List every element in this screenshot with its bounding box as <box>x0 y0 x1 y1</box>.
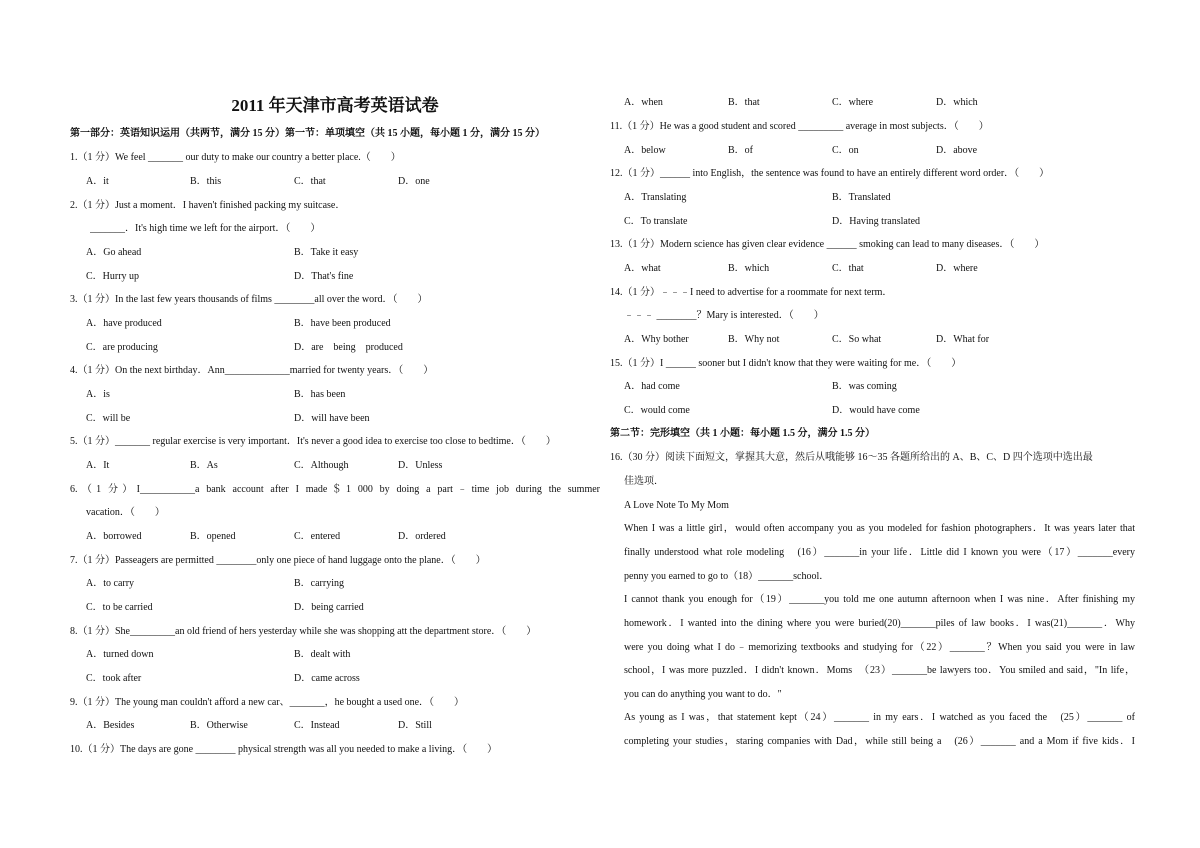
q2-option-c[interactable]: C．Hurry up <box>86 271 140 282</box>
q15-option-c[interactable]: C．would come <box>624 405 690 416</box>
q14-option-c[interactable]: C．So what <box>832 334 882 345</box>
passage-line: finally understood what role modeling (16）_______in your life．Little did I known you were（17）_______every <box>624 547 1135 558</box>
q3-option-c[interactable]: C．are producing <box>86 342 158 353</box>
question-12-options-row1 <box>624 191 1040 205</box>
question-12-options-row2 <box>624 215 1040 229</box>
question-1-stem: 1.（1 分）We feel _______ our duty to make our country a better place.（ ） <box>70 152 401 163</box>
question-10-stem: 10.（1 分）The days are gone ________ physical strength was all you needed to make a living．（ ） <box>70 744 498 755</box>
q1-option-d[interactable]: D．one <box>398 176 430 187</box>
question-9-stem: 9.（1 分）The young man couldn't afford a new car、_______，he bought a used one．（ ） <box>70 697 465 708</box>
q12-option-c[interactable]: C．To translate <box>624 216 688 227</box>
q11-option-d[interactable]: D．above <box>936 145 978 156</box>
q11-option-b[interactable]: B．of <box>728 145 753 156</box>
question-9-options <box>86 719 502 733</box>
q6-option-a[interactable]: A．borrowed <box>86 531 142 542</box>
q4-option-a[interactable]: A．is <box>86 389 110 400</box>
question-5-options <box>86 459 502 473</box>
q13-option-d[interactable]: D．where <box>936 263 978 274</box>
question-4-options-row2 <box>86 412 502 426</box>
q9-option-c[interactable]: C．Instead <box>294 720 340 731</box>
question-15-stem: 15.（1 分）I ______ sooner but I didn't know that they were waiting for me．（ ） <box>610 358 962 369</box>
question-6-stem-line2: vacation．（ ） <box>86 507 165 518</box>
q14-option-d[interactable]: D．What for <box>936 334 990 345</box>
q13-option-c[interactable]: C．that <box>832 263 864 274</box>
q7-option-d[interactable]: D．being carried <box>294 602 364 613</box>
question-1-options <box>86 175 502 189</box>
q6-option-d[interactable]: D．ordered <box>398 531 446 542</box>
question-3-options-row1 <box>86 317 502 331</box>
q12-option-a[interactable]: A．Translating <box>624 192 687 203</box>
q4-option-c[interactable]: C．will be <box>86 413 131 424</box>
question-14-stem: 14.（1 分）﹣﹣﹣I need to advertise for a roommate for next term． <box>610 287 893 298</box>
question-2-options-row1 <box>86 246 502 260</box>
question-3-stem: 3.（1 分）In the last few years thousands of films ________all over the word．（ ） <box>70 294 428 305</box>
q1-option-b[interactable]: B．this <box>190 176 222 187</box>
passage-line: were you doing what I do﹣memorizing textbooks and studying for（22）_______？When you said you were in law <box>624 642 1135 653</box>
question-11-stem: 11.（1 分）He was a good student and scored _________ average in most subjects．（ ） <box>610 121 989 132</box>
q8-option-c[interactable]: C．took after <box>86 673 142 684</box>
question-8-options-row1 <box>86 648 502 662</box>
question-4-stem: 4.（1 分）On the next birthday．Ann_____________married for twenty years．（ ） <box>70 365 434 376</box>
q4-option-d[interactable]: D．will have been <box>294 413 370 424</box>
question-13-options <box>624 262 1040 276</box>
q6-option-c[interactable]: C．entered <box>294 531 341 542</box>
q5-option-b[interactable]: B．As <box>190 460 218 471</box>
q7-option-a[interactable]: A．to carry <box>86 578 135 589</box>
q4-option-b[interactable]: B．has been <box>294 389 346 400</box>
question-6-options <box>86 530 502 544</box>
question-12-stem: 12.（1 分）______ into English，the sentence was found to have an entirely different word order．（ ） <box>610 168 1050 179</box>
q10-option-a[interactable]: A．when <box>624 97 663 108</box>
q10-option-b[interactable]: B．that <box>728 97 760 108</box>
question-10-options <box>624 96 1040 110</box>
page-title: 2011 年天津市高考英语试卷 <box>231 96 439 115</box>
section-header: 第一部分：英语知识运用（共两节，满分 15 分）第一节：单项填空（共 15 小题，每小题 1 分，满分 15 分） <box>70 128 545 139</box>
section-2-header: 第二节：完形填空（共 1 小题：每小题 1.5 分，满分 1.5 分） <box>610 428 875 439</box>
question-2-stem-line2: _______．It's high time we left for the airport．（ ） <box>90 223 321 234</box>
q9-option-a[interactable]: A．Besides <box>86 720 135 731</box>
passage-line: school，I was more puzzled．I didn't known．Moms （23）_______be lawyers too．You smiled and said，"In life， <box>624 665 1135 676</box>
q3-option-d[interactable]: D．are being produced <box>294 342 403 353</box>
question-7-options-row1 <box>86 577 502 591</box>
q1-option-a[interactable]: A．it <box>86 176 109 187</box>
q3-option-b[interactable]: B．have been produced <box>294 318 391 329</box>
q1-option-c[interactable]: C．that <box>294 176 326 187</box>
q2-option-b[interactable]: B．Take it easy <box>294 247 359 258</box>
q15-option-b[interactable]: B．was coming <box>832 381 897 392</box>
q2-option-a[interactable]: A．Go ahead <box>86 247 142 258</box>
q11-option-c[interactable]: C．on <box>832 145 859 156</box>
q5-option-c[interactable]: C．Although <box>294 460 349 471</box>
question-14-options <box>624 333 1040 347</box>
q7-option-c[interactable]: C．to be carried <box>86 602 153 613</box>
question-4-options-row1 <box>86 388 502 402</box>
passage-title: A Love Note To My Mom <box>624 500 729 511</box>
q15-option-a[interactable]: A．had come <box>624 381 680 392</box>
q13-option-a[interactable]: A．what <box>624 263 661 274</box>
question-3-options-row2 <box>86 341 502 355</box>
question-5-stem: 5.（1 分）_______ regular exercise is very important．It's never a good idea to exercise too close to bedtime．（ ） <box>70 436 556 447</box>
q8-option-d[interactable]: D．came across <box>294 673 360 684</box>
q13-option-b[interactable]: B．which <box>728 263 770 274</box>
question-7-stem: 7.（1 分）Passeagers are permitted ________only one piece of hand luggage onto the plane．（ ） <box>70 555 486 566</box>
passage-line: homework．I wanted into the dining where you were buried(20)_______piles of law books．I was(21)_______．Why <box>624 618 1135 629</box>
q6-option-b[interactable]: B．opened <box>190 531 236 542</box>
passage-line: I cannot thank you enough for（19）_______you told me one autumn afternoon when I was nine．After finishing my <box>624 594 1135 605</box>
q14-option-b[interactable]: B．Why not <box>728 334 780 345</box>
passage-line: When I was a little girl，would often accompany you as you modeled for fashion photographers．It was years later that <box>624 523 1135 534</box>
question-15-options-row1 <box>624 380 1040 394</box>
question-7-options-row2 <box>86 601 502 615</box>
q12-option-b[interactable]: B．Translated <box>832 192 891 203</box>
question-2-options-row2 <box>86 270 502 284</box>
question-16-intro: 16.（30 分）阅读下面短文，掌握其大意，然后从哦能够 16～35 各题所给出的 A、B、C、D 四个选项中选出最 <box>610 452 1093 463</box>
question-8-options-row2 <box>86 672 502 686</box>
q2-option-d[interactable]: D．That's fine <box>294 271 354 282</box>
question-2-stem: 2.（1 分）Just a moment．I haven't finished packing my suitcase． <box>70 200 346 211</box>
q12-option-d[interactable]: D．Having translated <box>832 216 921 227</box>
q5-option-d[interactable]: D．Unless <box>398 460 443 471</box>
question-15-options-row2 <box>624 404 1040 418</box>
question-6-stem: 6.（1 分）I___________a bank account after I made＄1 000 by doing a part﹣time job during the summer <box>70 484 600 495</box>
q9-option-d[interactable]: D．Still <box>398 720 432 731</box>
question-11-options <box>624 144 1040 158</box>
passage-line: penny you earned to go to（18）_______school． <box>624 571 830 582</box>
passage-line: you can do anything you want to do．" <box>624 689 782 700</box>
q15-option-d[interactable]: D．would have come <box>832 405 920 416</box>
q3-option-a[interactable]: A．have produced <box>86 318 162 329</box>
question-13-stem: 13.（1 分）Modern science has given clear evidence ______ smoking can lead to many diseases．（ ） <box>610 239 1045 250</box>
q8-option-a[interactable]: A．turned down <box>86 649 154 660</box>
q7-option-b[interactable]: B．carrying <box>294 578 344 589</box>
passage-line: completing your studies，staring companies with Dad，while still being a (26）_______ and a Mom if five kids．I <box>624 736 1135 747</box>
q9-option-b[interactable]: B．Otherwise <box>190 720 248 731</box>
passage-line: As young as I was，that statement kept（24）_______ in my ears．I watched as you faced the (25）_______ of <box>624 712 1135 723</box>
q8-option-b[interactable]: B．dealt with <box>294 649 351 660</box>
question-16-intro-line2: 佳选项． <box>624 476 664 487</box>
q10-option-d[interactable]: D．which <box>936 97 978 108</box>
q10-option-c[interactable]: C．where <box>832 97 874 108</box>
q11-option-a[interactable]: A．below <box>624 145 666 156</box>
question-8-stem: 8.（1 分）She_________an old friend of hers yesterday while she was shopping att the department store．（ ） <box>70 626 537 637</box>
q5-option-a[interactable]: A．It <box>86 460 110 471</box>
question-14-stem-line2: ﹣﹣﹣ ________？Mary is interested．（ ） <box>624 310 824 321</box>
q14-option-a[interactable]: A．Why bother <box>624 334 689 345</box>
